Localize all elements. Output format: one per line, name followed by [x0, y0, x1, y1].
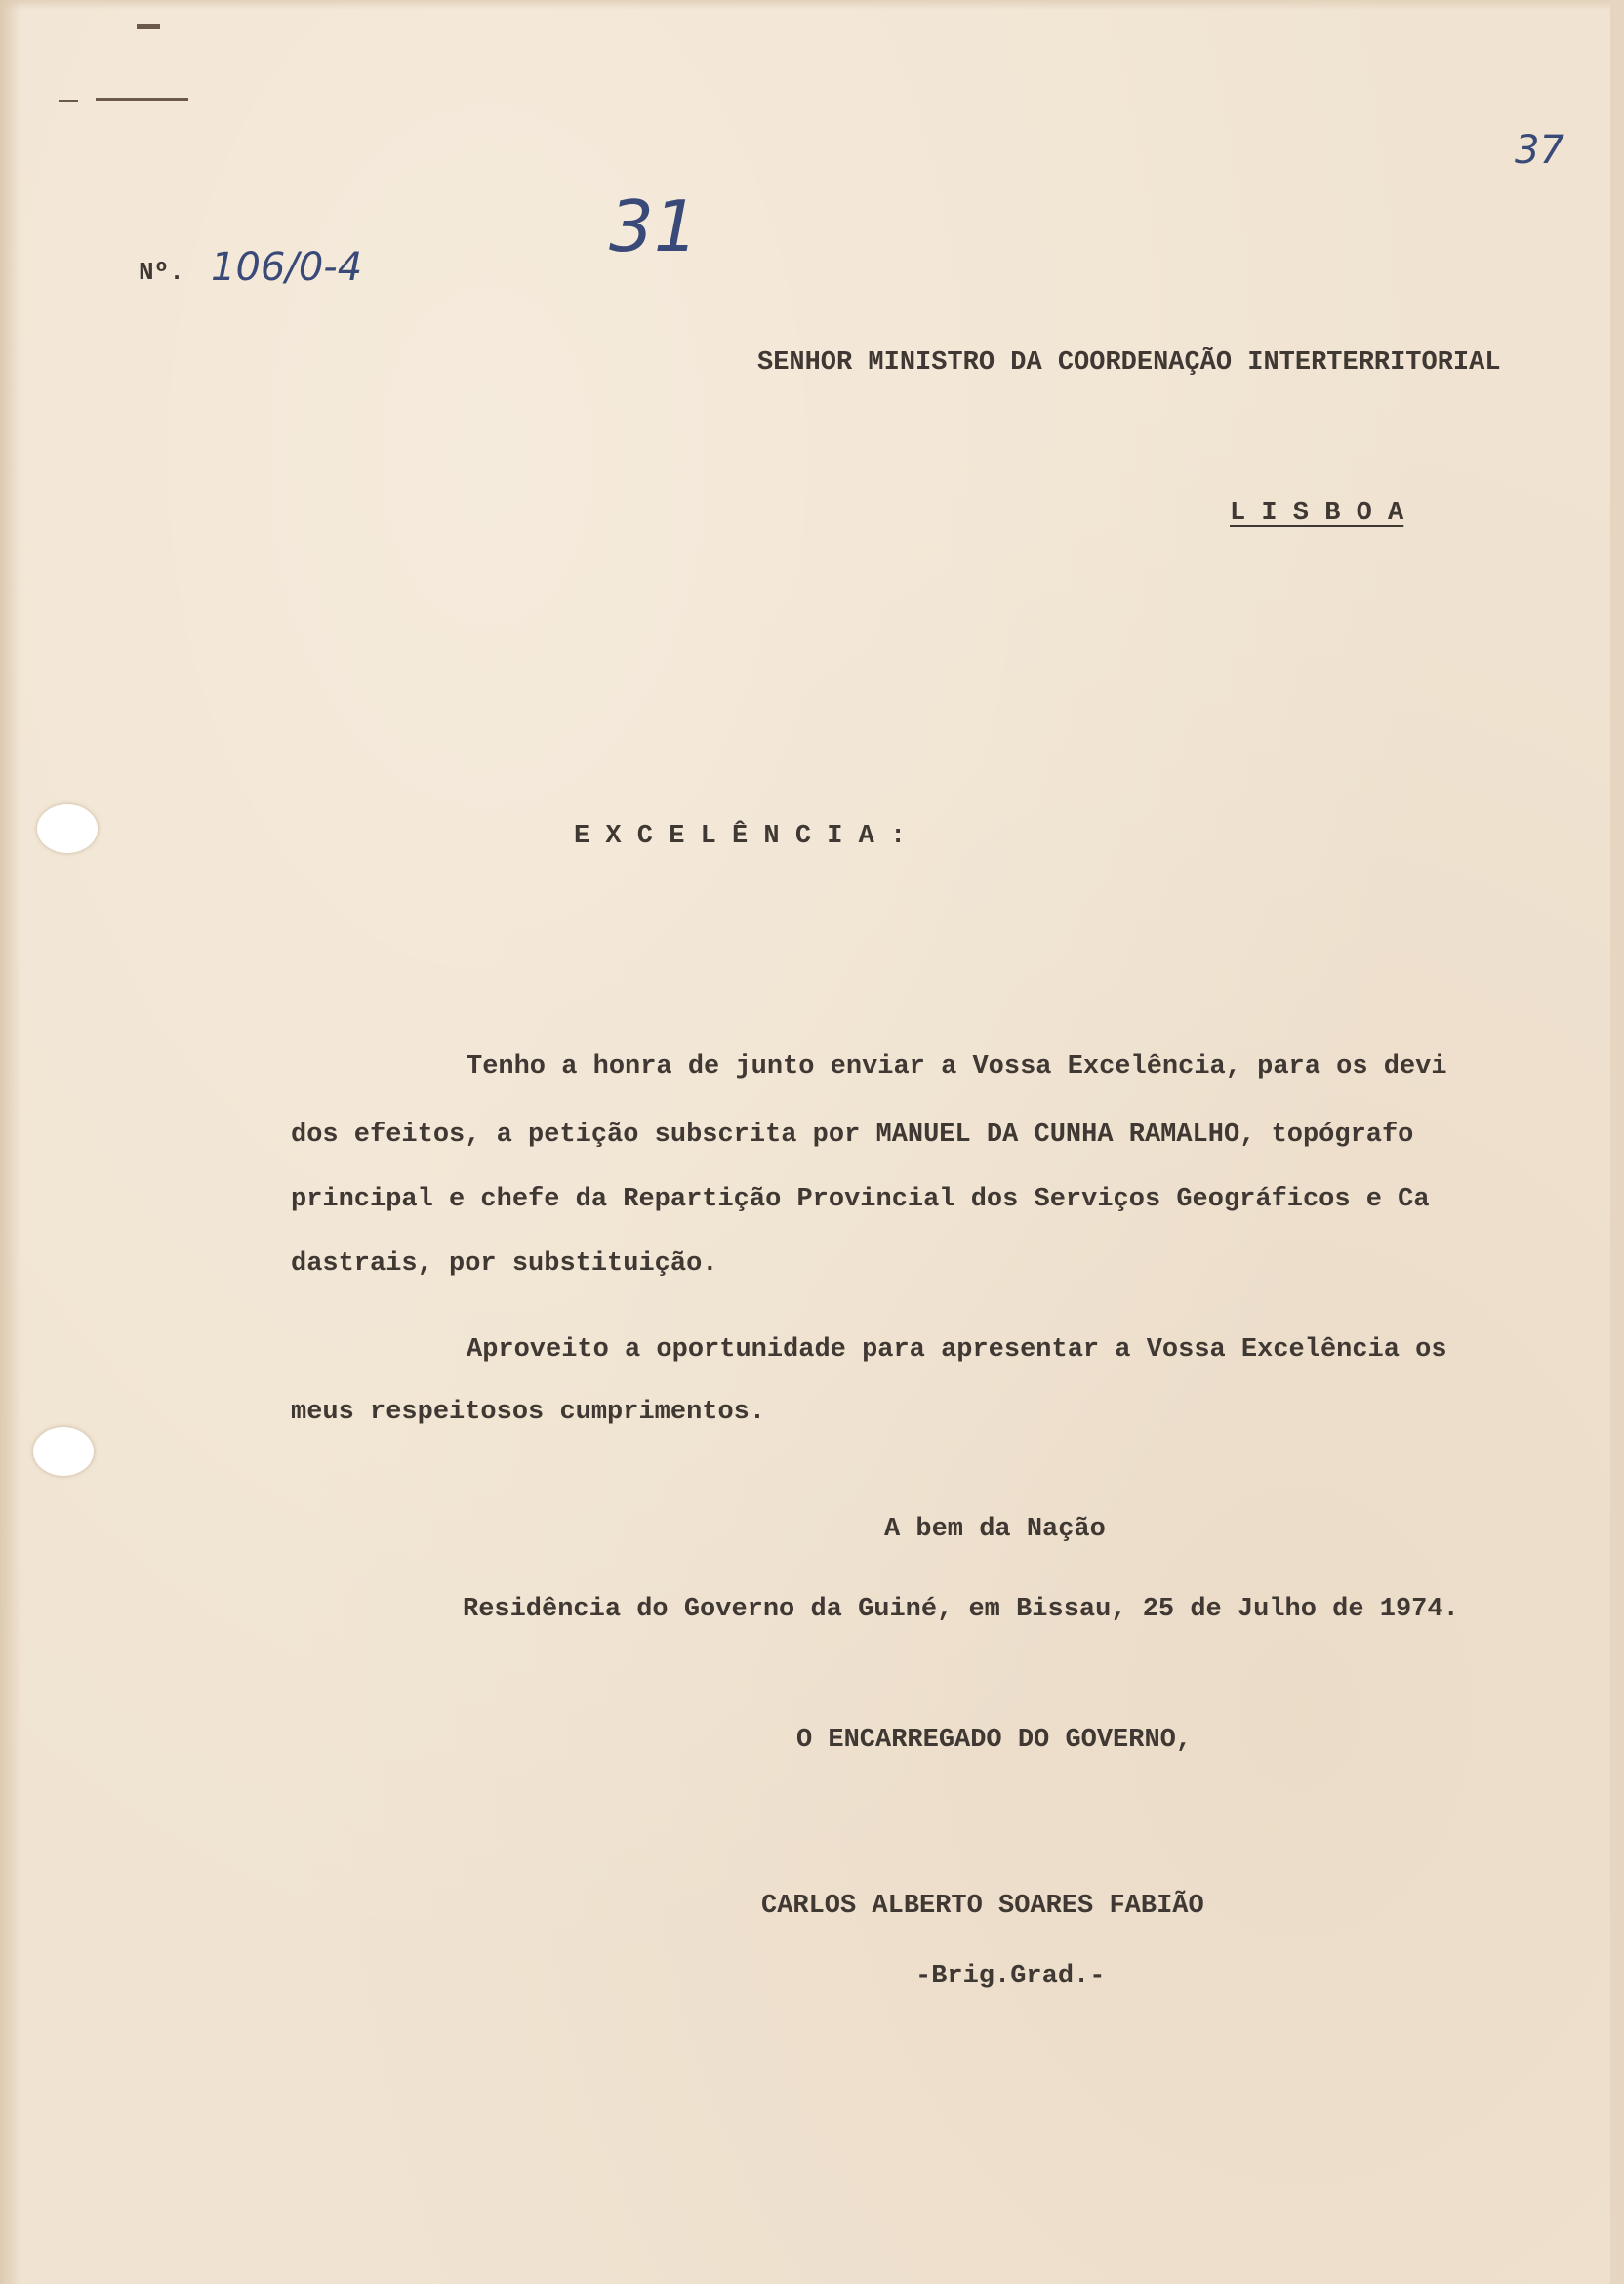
body-paragraph-1-line-3: principal e chefe da Repartição Provincial dos Serviços Geográficos e Ca — [291, 1185, 1430, 1214]
addressee: SENHOR MINISTRO DA COORDENAÇÃO INTERTERRITORIAL — [757, 348, 1501, 378]
handwritten-folio-number: 31 — [609, 185, 699, 267]
body-paragraph-1-line-4: dastrais, por substituição. — [291, 1249, 718, 1279]
body-paragraph-2-line-1: Aproveito a oportunidade para apresentar a Vossa Excelência os — [467, 1335, 1447, 1365]
signatory-name: CARLOS ALBERTO SOARES FABIÃO — [761, 1892, 1204, 1921]
punch-hole — [37, 804, 98, 853]
city: L I S B O A — [1230, 499, 1404, 528]
ink-speck — [59, 100, 78, 102]
paper-edge-top — [0, 0, 1624, 10]
signatory-rank: -Brig.Grad.- — [915, 1962, 1106, 1991]
body-paragraph-2-line-2: meus respeitosos cumprimentos. — [291, 1398, 766, 1427]
paper-edge-left — [0, 0, 21, 2284]
punch-hole — [33, 1427, 94, 1476]
body-paragraph-1-line-2: dos efeitos, a petição subscrita por MANUEL DA CUNHA RAMALHO, topógrafo — [291, 1121, 1414, 1150]
ink-speck — [137, 24, 160, 29]
handwritten-reference-number: 106/0-4 — [211, 245, 363, 290]
handwritten-page-number: 37 — [1515, 128, 1564, 173]
signatory-title: O ENCARREGADO DO GOVERNO, — [796, 1726, 1193, 1755]
salutation: E X C E L Ê N C I A : — [574, 822, 907, 851]
paper-edge-right — [1610, 0, 1624, 2284]
body-paragraph-1-line-1: Tenho a honra de junto enviar a Vossa Excelência, para os devi — [467, 1052, 1447, 1081]
place-and-date: Residência do Governo da Guiné, em Bissau, 25 de Julho de 1974. — [463, 1595, 1459, 1624]
ink-speck — [96, 98, 188, 101]
closing: A bem da Nação — [884, 1515, 1106, 1544]
reference-label: Nº. — [139, 258, 184, 287]
